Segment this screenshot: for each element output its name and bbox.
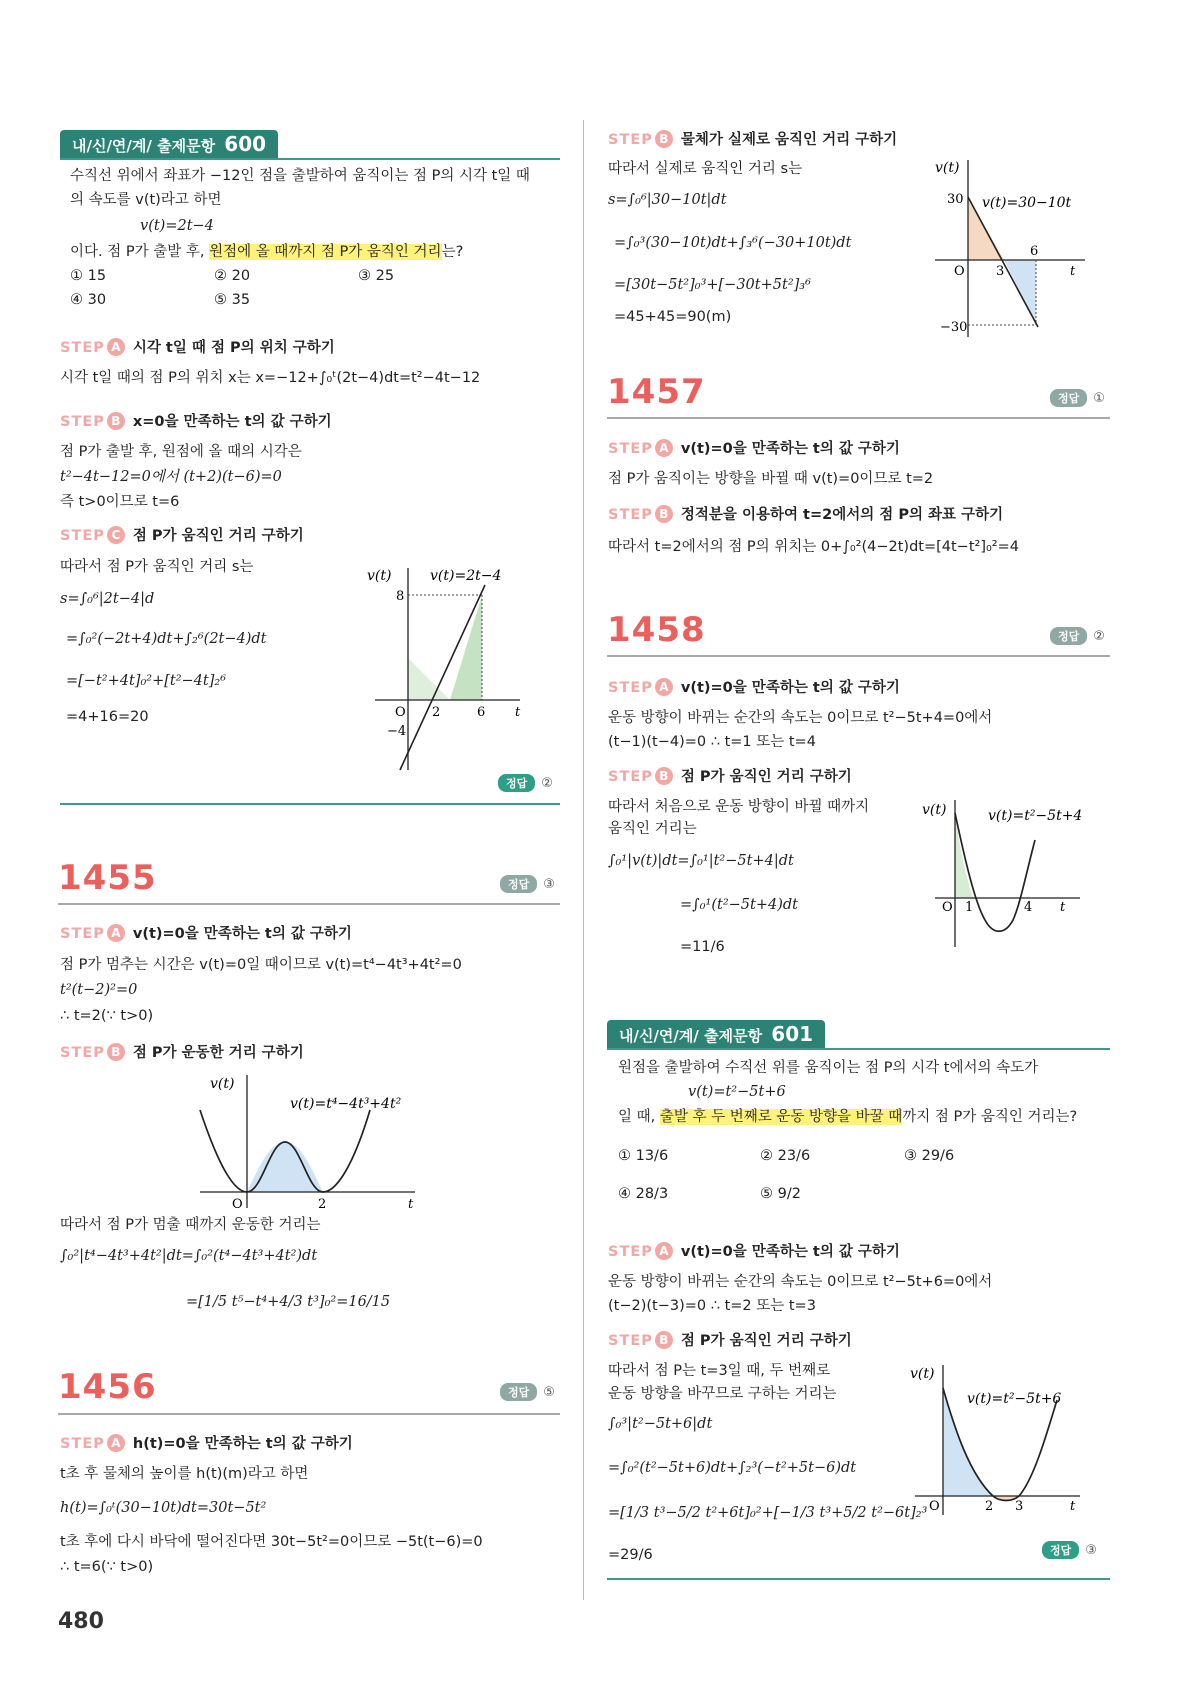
p1456-stepA-l3: t초 후에 다시 바닥에 떨어진다면 30t−5t²=0이므로 −5t(t−6)=0 — [60, 1534, 483, 1550]
func-label: v(t)=t²−5t+6 — [967, 1391, 1062, 1407]
func-label: v(t)=2t−4 — [430, 568, 502, 584]
header-underline — [60, 158, 560, 160]
step-title: v(t)=0을 만족하는 t의 값 구하기 — [680, 1244, 900, 1260]
p1457-answer — [1050, 389, 1105, 407]
step-title: v(t)=0을 만족하는 t의 값 구하기 — [132, 926, 352, 942]
step-label: STEP — [608, 769, 653, 785]
p1455-stepB — [60, 1041, 304, 1062]
tick-x4: 4 — [1024, 900, 1033, 915]
y-label: v(t) — [367, 568, 392, 584]
section-divider — [60, 803, 560, 805]
choice-4: ④ 28/3 — [618, 1186, 669, 1202]
step-badge: B — [655, 767, 673, 785]
choice-5: ⑤ 9/2 — [760, 1186, 801, 1202]
p600-stepB-l1: 점 P가 출발 후, 원점에 올 때의 시각은 — [60, 444, 302, 460]
p1457-stepA-l1: 점 P가 움직이는 방향을 바뀔 때 v(t)=0이므로 t=2 — [608, 471, 934, 487]
answer-value: ② — [541, 776, 553, 791]
p1455-stepA — [60, 922, 352, 943]
section-divider — [607, 1578, 1110, 1580]
p601-answer — [1042, 1541, 1097, 1559]
p1458-stepA — [608, 676, 900, 697]
area-2-6 — [450, 595, 482, 700]
step-label: STEP — [608, 507, 653, 523]
p1455-stepB-l2: ∫₀²|t⁴−4t³+4t²|dt=∫₀²(t⁴−4t³+4t²)dt — [60, 1248, 318, 1264]
p1458-stepA-l2: (t−1)(t−4)=0 ∴ t=1 또는 t=4 — [608, 734, 816, 750]
p1456-stepB-l1: 따라서 실제로 움직인 거리 s는 — [608, 161, 803, 177]
step-title: 점 P가 움직인 거리 구하기 — [132, 528, 304, 544]
p601-question — [618, 1106, 1077, 1128]
t-label: t — [1070, 264, 1076, 279]
t-label: t — [515, 705, 521, 720]
func-label: v(t)=30−10t — [982, 195, 1072, 211]
graph-601 — [905, 1360, 1095, 1520]
naesin-number: 601 — [771, 1022, 814, 1046]
step-title: 정적분을 이용하여 t=2에서의 점 P의 좌표 구하기 — [680, 507, 1004, 523]
answer-badge: 정답 — [500, 1383, 537, 1401]
step-label: STEP — [60, 340, 105, 356]
y-label: v(t) — [922, 802, 947, 818]
tick-x2: 2 — [985, 1499, 994, 1514]
choice-2: ② 20 — [214, 268, 251, 284]
answer-badge: 정답 — [1050, 389, 1087, 407]
step-label: STEP — [608, 1333, 653, 1349]
p1455-answer — [500, 875, 555, 893]
p1456-stepB-l3: =∫₀³(30−10t)dt+∫₃⁶(−30+10t)dt — [614, 235, 852, 251]
problem-1455-number: 1455 — [58, 858, 157, 898]
answer-badge: 정답 — [1050, 627, 1087, 645]
tick-m4: −4 — [387, 724, 407, 739]
p600-stepA — [60, 336, 335, 357]
step-badge: B — [655, 1331, 673, 1349]
tick-m30: −30 — [940, 320, 968, 335]
choice-1: ① 13/6 — [618, 1148, 669, 1164]
q-pre: 일 때, — [618, 1109, 660, 1125]
p600-stepA-text: 시각 t일 때의 점 P의 위치 x는 x=−12+∫₀ᵗ(2t−4)dt=t²−4t−12 — [60, 370, 481, 386]
step-label: STEP — [608, 1244, 653, 1260]
p600-question — [70, 241, 463, 263]
choice-5: ⑤ 35 — [214, 292, 251, 308]
step-label: STEP — [608, 132, 653, 148]
tick-x1: 1 — [965, 900, 974, 915]
step-badge: B — [655, 505, 673, 523]
graph-1456 — [930, 155, 1100, 340]
answer-value: ⑤ — [543, 1385, 555, 1400]
p601-stepB-l4: =∫₀²(t²−5t+6)dt+∫₂³(−t²+5t−6)dt — [608, 1460, 857, 1476]
step-badge: A — [655, 678, 673, 696]
p1456-answer — [500, 1383, 555, 1401]
p600-answer — [498, 774, 553, 792]
func-label: v(t)=t⁴−4t³+4t² — [290, 1096, 402, 1112]
p600-line1: 수직선 위에서 좌표가 −12인 점을 출발하여 움직이는 점 P의 시각 t일 때 — [70, 168, 530, 184]
choice-4: ④ 30 — [70, 292, 107, 308]
step-badge: B — [655, 130, 673, 148]
step-badge: B — [107, 1043, 125, 1061]
step-badge: B — [107, 412, 125, 430]
column-divider — [583, 120, 584, 1600]
p600-stepB-l2: t²−4t−12=0에서 (t+2)(t−6)=0 — [60, 469, 282, 485]
problem-1457-number: 1457 — [607, 372, 706, 412]
choice-3: ③ 25 — [358, 268, 395, 284]
p1458-stepB-l2: 움직인 거리는 — [608, 821, 697, 837]
choice-3: ③ 29/6 — [904, 1148, 955, 1164]
step-title: 점 P가 움직인 거리 구하기 — [680, 1333, 852, 1349]
q-pre: 이다. 점 P가 출발 후, — [70, 244, 210, 260]
p600-stepC-l4: =[−t²+4t]₀²+[t²−4t]₂⁶ — [66, 673, 227, 689]
problem-underline — [58, 903, 560, 905]
answer-badge: 정답 — [498, 774, 535, 792]
step-title: 점 P가 움직인 거리 구하기 — [680, 769, 852, 785]
origin: O — [929, 1499, 940, 1514]
p1458-stepB-l1: 따라서 처음으로 운동 방향이 바뀔 때까지 — [608, 799, 870, 815]
tick-8: 8 — [396, 589, 405, 604]
origin: O — [395, 705, 406, 720]
origin: O — [954, 264, 965, 279]
p1455-stepA-l2: t²(t−2)²=0 — [60, 982, 138, 998]
p601-stepB-l1: 따라서 점 P는 t=3일 때, 두 번째로 — [608, 1363, 831, 1379]
step-label: STEP — [608, 680, 653, 696]
tick-30: 30 — [947, 192, 964, 207]
step-label: STEP — [608, 441, 653, 457]
p600-stepC-l3: =∫₀²(−2t+4)dt+∫₂⁶(2t−4)dt — [66, 631, 267, 647]
step-badge: A — [107, 338, 125, 356]
p601-stepA-l1: 운동 방향이 바뀌는 순간의 속도는 0이므로 t²−5t+6=0에서 — [608, 1274, 993, 1290]
answer-value: ① — [1093, 391, 1105, 406]
answer-value: ③ — [1085, 1543, 1097, 1558]
y-label: v(t) — [935, 160, 960, 176]
answer-value: ② — [1093, 629, 1105, 644]
q-highlight: 출발 후 두 번째로 운동 방향을 바꿀 때 — [659, 1109, 903, 1125]
p1456-stepA — [60, 1432, 353, 1453]
p1457-stepA — [608, 437, 900, 458]
p1458-answer — [1050, 627, 1105, 645]
p600-stepB — [60, 410, 332, 431]
p1456-stepA-l1: t초 후 물체의 높이를 h(t)(m)라고 하면 — [60, 1466, 309, 1482]
naesin-label: 내/신/연/계/ 출제문항 — [619, 1027, 763, 1045]
p1458-stepA-l1: 운동 방향이 바뀌는 순간의 속도는 0이므로 t²−5t+4=0에서 — [608, 710, 993, 726]
p601-stepB-l3: ∫₀³|t²−5t+6|dt — [608, 1416, 713, 1432]
p1455-stepB-l3: =[1/5 t⁵−t⁴+4/3 t³]₀²=16/15 — [186, 1294, 391, 1310]
step-title: x=0을 만족하는 t의 값 구하기 — [132, 414, 332, 430]
answer-badge: 정답 — [1042, 1541, 1079, 1559]
p600-line2: 의 속도를 v(t)라고 하면 — [70, 192, 222, 208]
origin: O — [942, 900, 953, 915]
origin: O — [232, 1197, 243, 1210]
p601-line1: 원점을 출발하여 수직선 위를 움직이는 점 P의 시각 t에서의 속도가 — [618, 1060, 1039, 1076]
choice-2: ② 23/6 — [760, 1148, 811, 1164]
p1456-stepA-l4: ∴ t=6(∵ t>0) — [60, 1559, 154, 1575]
q-highlight: 원점에 올 때까지 점 P가 움직인 거리 — [209, 244, 442, 260]
q-post: 는? — [441, 244, 464, 260]
page-number: 480 — [58, 1609, 104, 1634]
tick-x2: 2 — [318, 1197, 327, 1210]
p601-stepB — [608, 1329, 852, 1350]
graph-1455 — [190, 1070, 440, 1210]
p1456-stepB-l4: =[30t−5t²]₀³+[−30t+5t²]₃⁶ — [614, 277, 811, 293]
t-label: t — [1060, 900, 1066, 915]
problem-1458-number: 1458 — [607, 610, 706, 650]
p1457-stepB-l1: 따라서 t=2에서의 점 P의 위치는 0+∫₀²(4−2t)dt=[4t−t²]₀²=4 — [608, 539, 1019, 555]
step-badge: A — [107, 1434, 125, 1452]
func-label: v(t)=t²−5t+4 — [988, 808, 1083, 824]
naesin-number: 600 — [224, 132, 267, 156]
p1458-stepB — [608, 765, 852, 786]
choice-1: ① 15 — [70, 268, 107, 284]
answer-badge: 정답 — [500, 875, 537, 893]
p600-stepB-l3: 즉 t>0이므로 t=6 — [60, 494, 180, 510]
t-label: t — [1070, 1499, 1076, 1514]
p1458-stepB-l4: =∫₀¹(t²−5t+4)dt — [680, 897, 798, 913]
p601-equation: v(t)=t²−5t+6 — [688, 1084, 786, 1100]
tick-x3: 3 — [996, 264, 1005, 279]
p1458-stepB-l3: ∫₀¹|v(t)|dt=∫₀¹|t²−5t+4|dt — [608, 853, 794, 869]
header-underline — [607, 1048, 1110, 1050]
p600-stepC-l2: s=∫₀⁶|2t−4|d — [60, 591, 155, 607]
y-label: v(t) — [910, 1366, 935, 1382]
y-label: v(t) — [210, 1076, 235, 1092]
p600-equation: v(t)=2t−4 — [140, 218, 214, 234]
tick-x2: 2 — [432, 705, 441, 720]
step-badge: A — [655, 1242, 673, 1260]
step-title: v(t)=0을 만족하는 t의 값 구하기 — [680, 680, 900, 696]
p1455-stepB-l1: 따라서 점 P가 멈출 때까지 운동한 거리는 — [60, 1217, 321, 1233]
area-0-2 — [408, 658, 450, 700]
p1455-stepA-l1: 점 P가 멈추는 시간은 v(t)=0일 때이므로 v(t)=t⁴−4t³+4t²=0 — [60, 957, 462, 973]
p601-stepA-l2: (t−2)(t−3)=0 ∴ t=2 또는 t=3 — [608, 1298, 816, 1314]
step-title: v(t)=0을 만족하는 t의 값 구하기 — [680, 441, 900, 457]
p1456-stepB-l2: s=∫₀⁶|30−10t|dt — [608, 192, 727, 208]
step-badge: C — [107, 526, 125, 544]
step-title: 점 P가 운동한 거리 구하기 — [132, 1045, 304, 1061]
p1456-stepB-l5: =45+45=90(m) — [614, 309, 732, 325]
graph-600 — [365, 560, 545, 775]
p1457-stepB — [608, 503, 1003, 524]
graph-1458 — [920, 795, 1100, 950]
problem-1456-number: 1456 — [58, 1367, 157, 1407]
p601-stepB-l6: =29/6 — [608, 1547, 653, 1563]
tick-x3: 3 — [1015, 1499, 1024, 1514]
step-badge: A — [107, 924, 125, 942]
p600-stepC-l5: =4+16=20 — [66, 709, 149, 725]
area-0-2 — [247, 1142, 323, 1192]
p601-stepA — [608, 1240, 900, 1261]
p1456-stepA-l2: h(t)=∫₀ᵗ(30−10t)dt=30t−5t² — [60, 1500, 267, 1516]
p600-stepC — [60, 524, 304, 545]
p600-stepC-l1: 따라서 점 P가 움직인 거리 s는 — [60, 559, 254, 575]
naesin-label: 내/신/연/계/ 출제문항 — [72, 137, 216, 155]
t-label: t — [408, 1197, 414, 1210]
naesin-header-600 — [60, 130, 278, 158]
tick-x6: 6 — [1030, 244, 1039, 259]
step-label: STEP — [60, 528, 105, 544]
step-label: STEP — [60, 926, 105, 942]
p1456-stepB — [608, 128, 897, 149]
problem-underline — [58, 1413, 560, 1415]
step-label: STEP — [60, 1045, 105, 1061]
q-post: 까지 점 P가 움직인 거리는? — [902, 1109, 1078, 1125]
p601-stepB-l5: =[1/3 t³−5/2 t²+6t]₀²+[−1/3 t³+5/2 t²−6t]₂³ — [608, 1505, 928, 1521]
naesin-header-601 — [607, 1020, 825, 1048]
step-label: STEP — [60, 1436, 105, 1452]
p601-stepB-l2: 운동 방향을 바꾸므로 구하는 거리는 — [608, 1386, 837, 1402]
problem-underline — [607, 655, 1110, 657]
problem-underline — [607, 417, 1110, 419]
step-label: STEP — [60, 414, 105, 430]
step-title: 물체가 실제로 움직인 거리 구하기 — [680, 132, 898, 148]
tick-x6: 6 — [477, 705, 486, 720]
p1455-stepA-l3: ∴ t=2(∵ t>0) — [60, 1008, 154, 1024]
step-title: 시각 t일 때 점 P의 위치 구하기 — [132, 340, 335, 356]
step-badge: A — [655, 439, 673, 457]
answer-value: ③ — [543, 877, 555, 892]
step-title: h(t)=0을 만족하는 t의 값 구하기 — [132, 1436, 353, 1452]
p1458-stepB-l5: =11/6 — [680, 939, 725, 955]
